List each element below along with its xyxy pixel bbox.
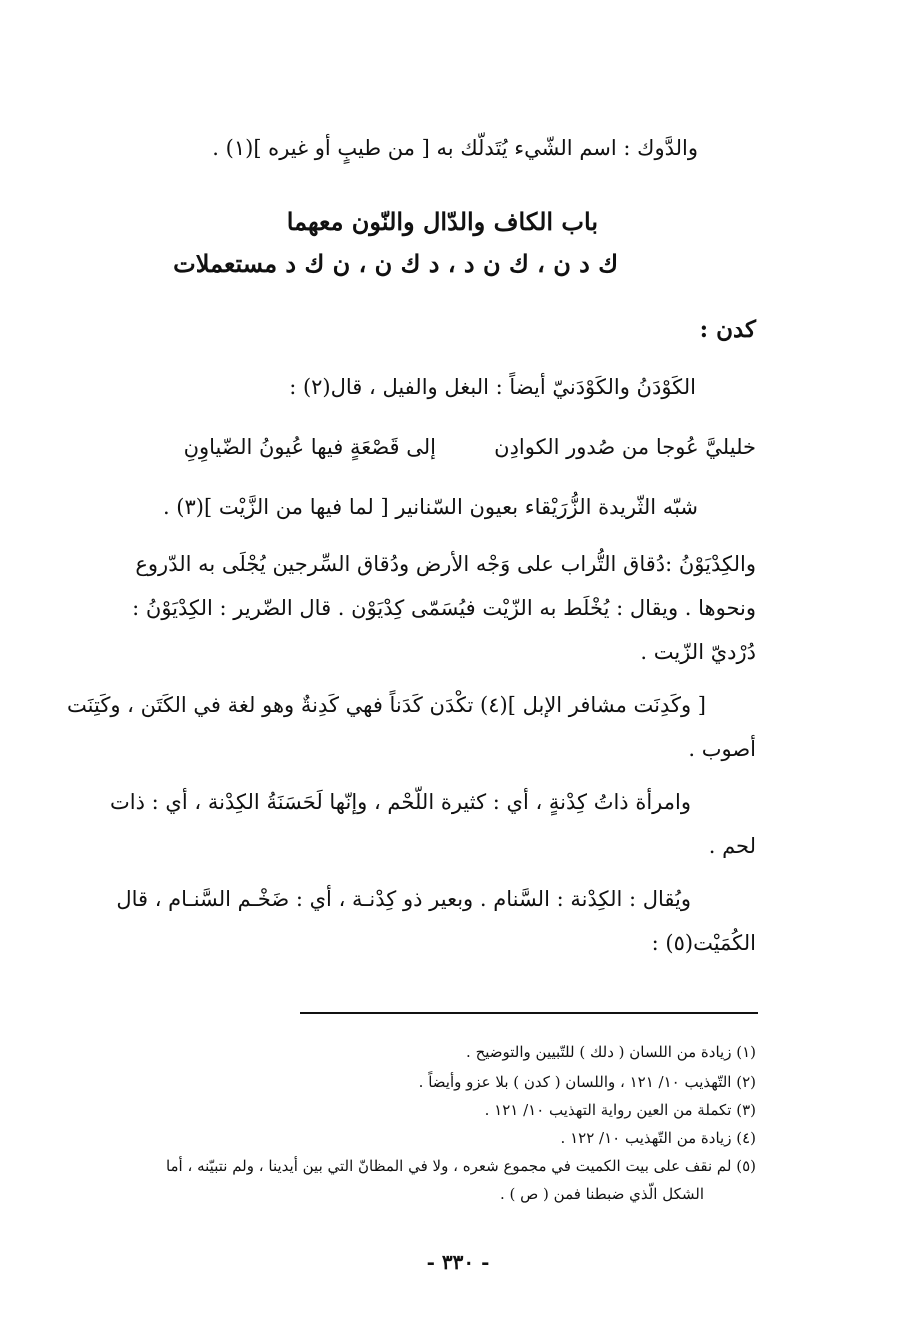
- paragraph-5-line-1: وامرأة ذاتُ كِدْنةٍ ، أي : كثيرة اللّحْم ، وإنّها لَحَسَنَةُ الكِدْنة ، أي : ذات: [110, 790, 691, 814]
- paragraph-3-line-1: والكِدْيَوْنُ :دُقاق التُّراب على وَجْه الأرض ودُقاق السِّرجين يُجْلَى به الدّروع: [135, 552, 756, 576]
- paragraph-4-line-1: [ وكَدِنَت مشافر الإبل ](٤) تكْدَن كَدَناً فهي كَدِنةٌ وهو لغة في الكَتَن ، وكَتِنَت: [67, 693, 706, 717]
- footnote-3: (٣) تكملة من العين رواية التهذيب ١٠/ ١٢١ .: [484, 1101, 756, 1119]
- footnote-2: (٢) التّهذيب ١٠/ ١٢١ ، واللسان ( كدن ) بلا عزو وأيضاً .: [418, 1073, 756, 1091]
- paragraph-3-line-3: دُرْديّ الزّيت .: [640, 640, 756, 664]
- opening-line: والدَّوك : اسم الشّيء يُتَدلّك به [ من طيبٍ أو غيره ](١) .: [212, 136, 698, 160]
- page-number: - ٣٣٠ -: [426, 1250, 490, 1274]
- paragraph-3-line-2: ونحوها . ويقال : يُخْلَط به الزّيْت فيُسَمّى كِدْيَوْن . قال الضّرير : الكِدْيَوْنُ :: [132, 596, 756, 620]
- paragraph-6-line-1: ويُقال : الكِدْنة : السَّنام . وبعير ذو كِدْنـة ، أي : ضَخْـم السَّنـام ، قال: [116, 887, 691, 911]
- section-subtitle: ك د ن ، ك ن د ، د ك ن ، ن ك د مستعملات: [173, 249, 618, 278]
- paragraph-1: الكَوْدَنُ والكَوْدَنيّ أيضاً : البغل والفيل ، قال(٢) :: [289, 375, 696, 399]
- footnote-1: (١) زيادة من اللسان ( دلك ) للتّبيين والتوضيح .: [466, 1043, 756, 1061]
- footnote-4: (٤) زيادة من التّهذيب ١٠/ ١٢٢ .: [560, 1129, 756, 1147]
- verse-second-hemistich: إلى قَصْعَةٍ فيها عُيونُ الضّياوِنِ: [183, 435, 436, 459]
- footnote-divider: [300, 1012, 758, 1014]
- paragraph-5-line-2: لحم .: [708, 834, 756, 858]
- footnote-5-line-2: الشكل الّذي ضبطنا فمن ( ص ) .: [499, 1185, 704, 1203]
- paragraph-4-line-2: أصوب .: [688, 737, 756, 761]
- entry-head: كدن :: [699, 316, 756, 343]
- verse-first-hemistich: خليليَّ عُوجا من صُدور الكوادِن: [494, 435, 756, 459]
- paragraph-6-line-2: الكُمَيْت(٥) :: [651, 931, 756, 955]
- paragraph-2: شبّه الثّريدة الزُّرَيْقاء بعيون السّنانير [ لما فيها من الزَّيْت ](٣) .: [162, 495, 698, 519]
- footnote-5-line-1: (٥) لم نقف على بيت الكميت في مجموع شعره ، ولا في المظانّ التي بين أيدينا ، ولم نتبيّنه ، أما: [165, 1157, 756, 1175]
- section-title: باب الكاف والدّال والنّون معهما: [286, 207, 598, 236]
